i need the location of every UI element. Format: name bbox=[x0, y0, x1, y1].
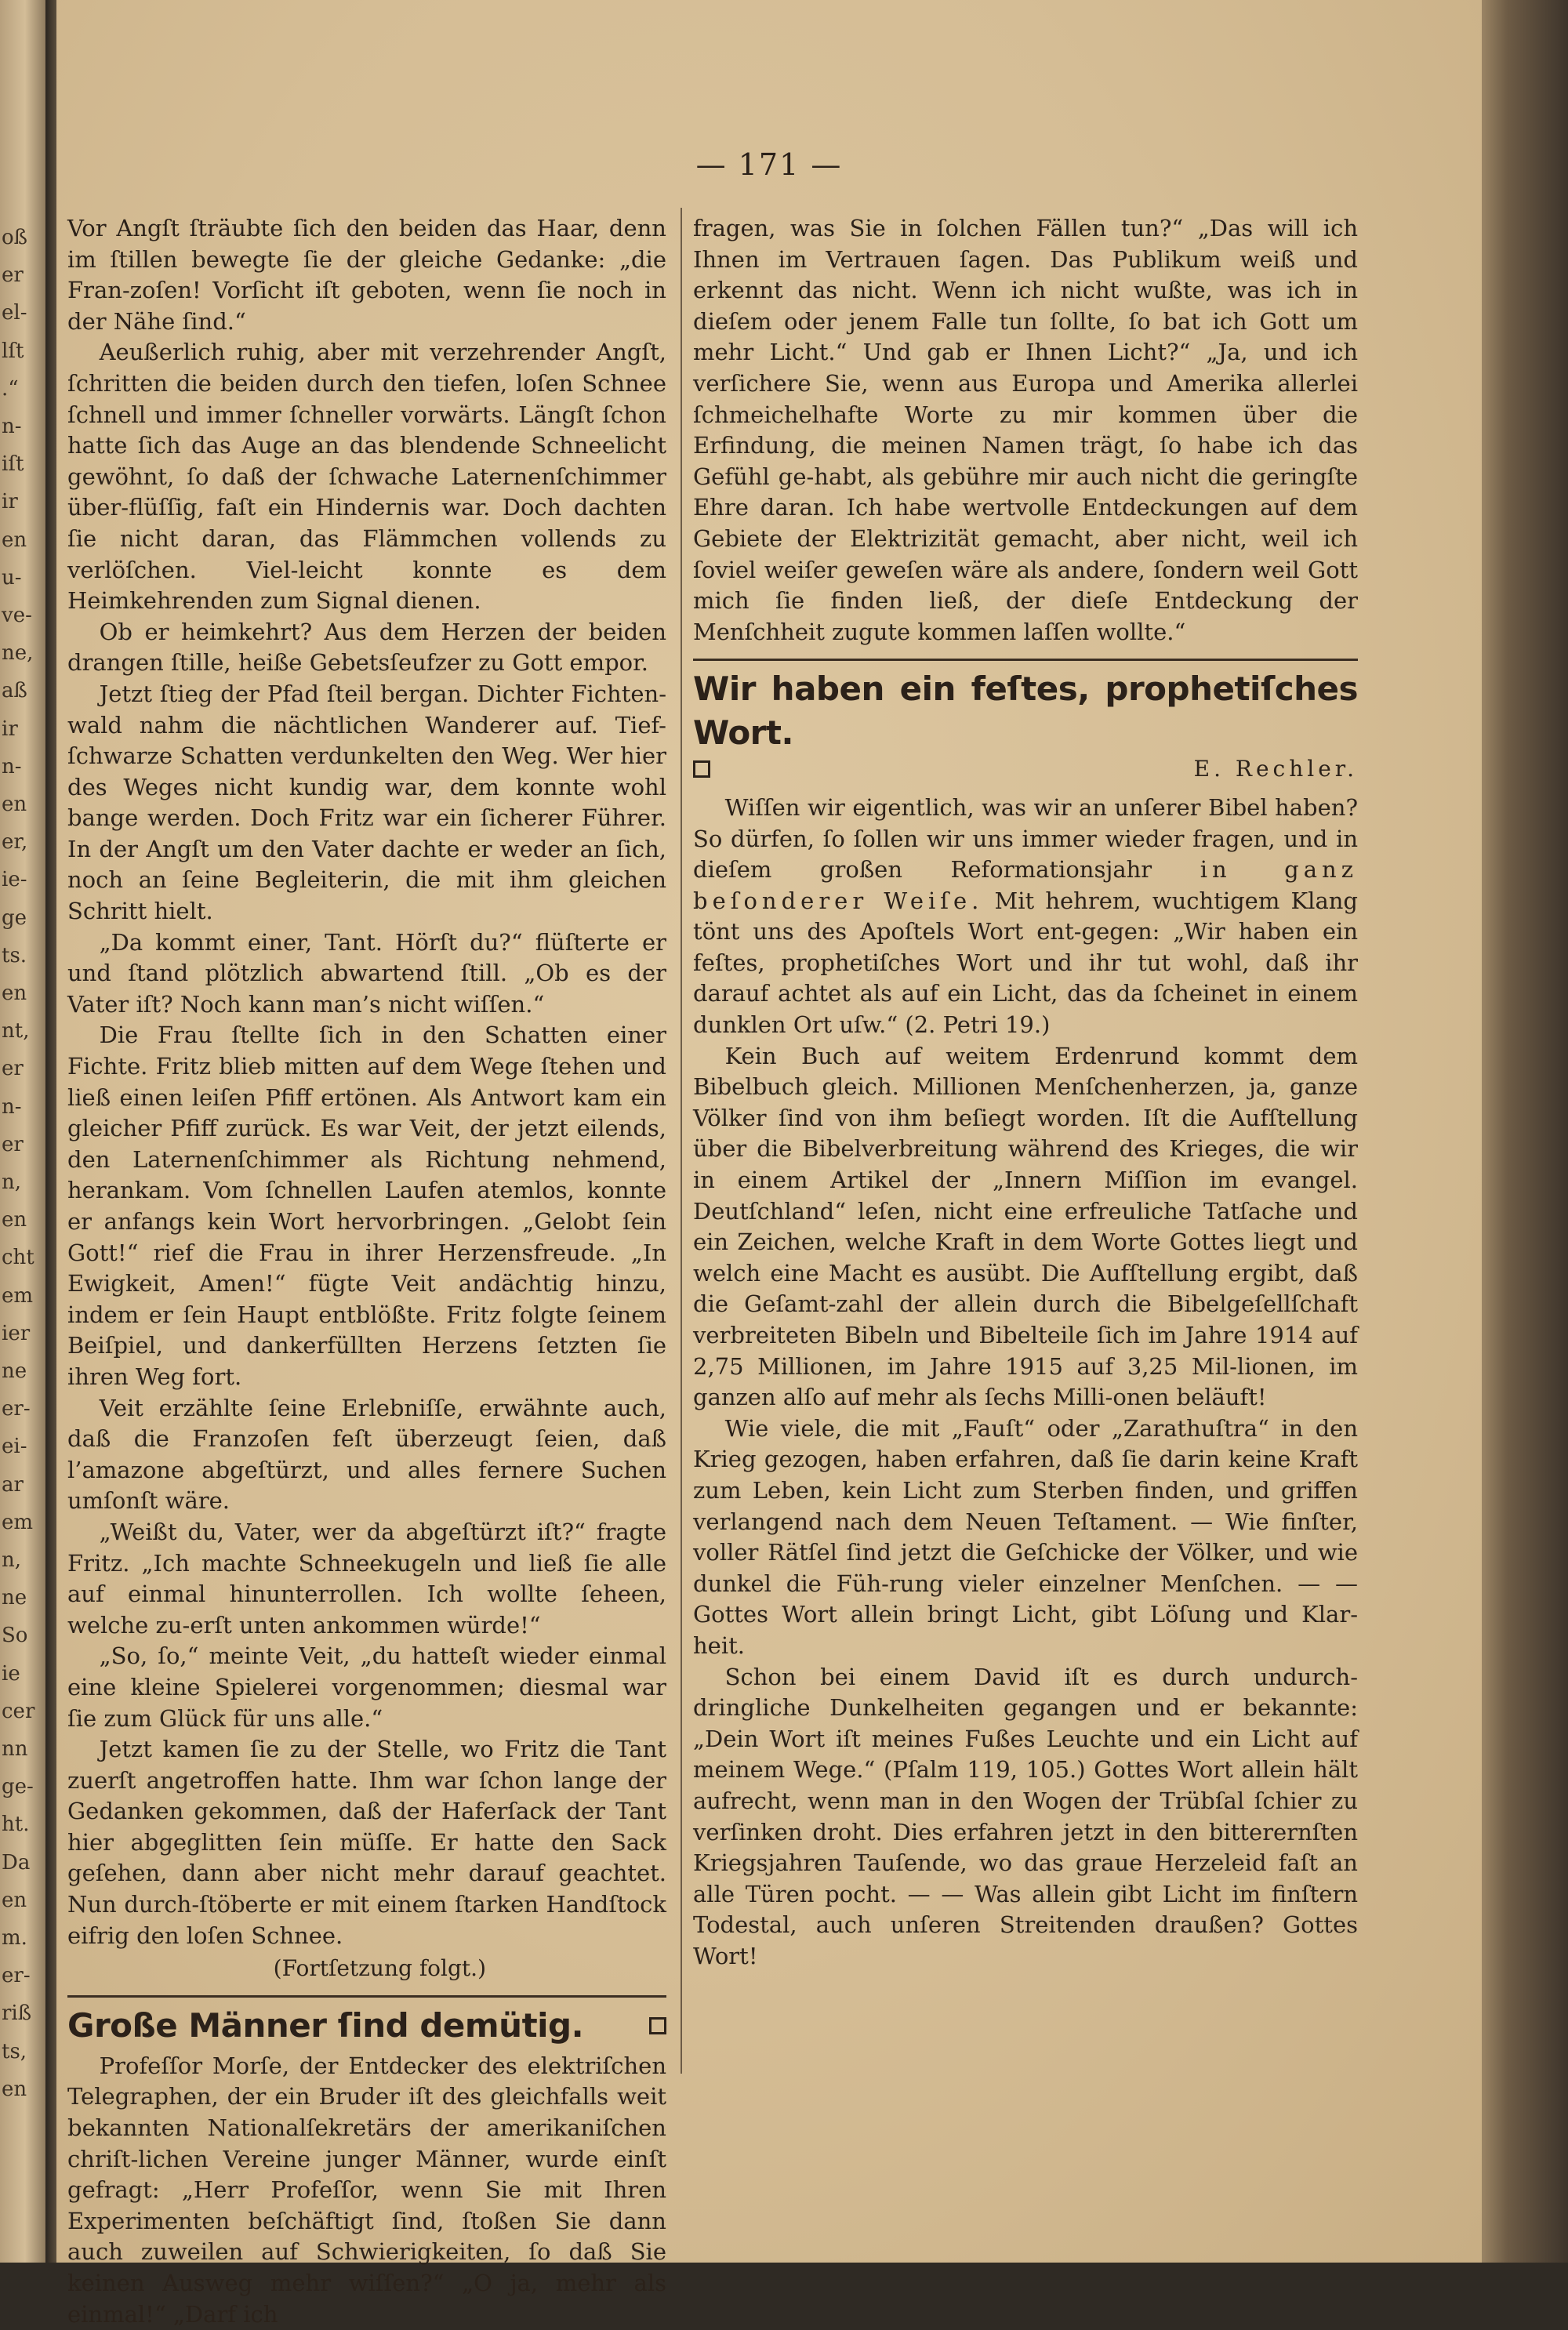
adjacent-page-fragment: ie bbox=[2, 1661, 20, 1686]
adjacent-page-fragment: ts, bbox=[2, 2039, 27, 2063]
paragraph: Jetzt ſtieg der Pfad ſteil bergan. Dichter Fichten-wald nahm die nächtlichen Wanderer auf. Tief-ſchwarze Schatten verdunkelten den Weg. Wer hier des Weges nicht kundig war, dem konnte wohl bange werden. Doch Fritz war ein ſicherer Führer. In der Angſt um den Vater dachte er weder an ſich, noch an ſeine Begleiterin, die mit ihm gleichen Schritt hielt. bbox=[67, 680, 666, 925]
text-run: Mit hehrem, wuchtigem Klang tönt uns des Apoſtels Wort ent-gegen: „Wir haben ein feſtes, prophetiſches Wort und ihr tut wohl, daß ihr darauf achtet als auf ein Licht, das da ſcheinet in einem dunklen Ort uſw.“ (2. Petri 19.) bbox=[693, 887, 1358, 1039]
book-cover-edge bbox=[1482, 0, 1568, 2263]
adjacent-page-fragment: ht. bbox=[2, 1813, 30, 1837]
adjacent-page-fragment: ts. bbox=[2, 943, 27, 967]
adjacent-page-fragment: n- bbox=[2, 415, 22, 438]
adjacent-page-fragment: ne bbox=[2, 1359, 27, 1383]
text-run: Wiſſen wir eigentlich, was wir an unſerer Bibel haben? So dürfen, ſo ſollen wir uns immer wieder fragen, und in dieſem großen Reformationsjahr bbox=[693, 793, 1358, 884]
adjacent-page-fragment: en bbox=[2, 982, 27, 1005]
adjacent-page-fragment: ge- bbox=[2, 1775, 34, 1799]
adjacent-page-fragment: n- bbox=[2, 754, 22, 778]
adjacent-page-fragment: n- bbox=[2, 1094, 22, 1119]
left-column bbox=[67, 213, 666, 2330]
article-title: Wir haben ein feſtes, prophetiſches Wort. bbox=[693, 670, 1358, 753]
adjacent-page-fragment: n, bbox=[2, 1170, 22, 1194]
adjacent-page-fragment: en bbox=[2, 1208, 27, 1232]
adjacent-page-fragment: er bbox=[2, 1132, 24, 1156]
square-ornament-icon bbox=[693, 760, 710, 778]
adjacent-page-fragment: en bbox=[2, 2077, 27, 2101]
paragraph: „Da kommt einer, Tant. Hörſt du?“ flüſterte er und ſtand plötzlich abwartend ſtill. „Ob es der Vater iſt? Noch kann man’s nicht wiſſen.“ bbox=[67, 928, 666, 1018]
article-rule bbox=[693, 659, 1358, 661]
adjacent-page-fragment: ie- bbox=[2, 868, 27, 892]
paragraph bbox=[693, 793, 1358, 1041]
adjacent-page-fragment: cer bbox=[2, 1699, 35, 1723]
paragraph: Wie viele, die mit „Fauſt“ oder „Zarathuſtra“ in den Krieg gezogen, haben erfahren, daß ſie darin keine Kraft zum Leben, kein Licht zum Sterben finden, und griffen verlangend nach dem Neuen Teſtament. — Wie finſter, voller Rätſel ſind jetzt die Geſchicke der Völker, und wie dunkel die Füh-rung vieler einzelner Menſchen. — — Gottes Wort allein bringt Licht, gibt Löſung und Klar-heit. bbox=[693, 1414, 1358, 1659]
paragraph: Die Frau ſtellte ſich in den Schatten einer Fichte. Fritz blieb mitten auf dem Wege ſtehen und ließ einen leiſen Pfiff ertönen. Als Antwort kam ein gleicher Pfiff zurück. Es war Veit, der jetzt eilends, den Laternenſchimmer als Richtung nehmend, herankam. Vom ſchnellen Laufen atemlos, konnte er anfangs kein Wort hervorbringen. „Gelobt ſein Gott!“ rief die Frau in ihrer Herzensfreude. „In Ewigkeit, Amen!“ fügte Veit andächtig hinzu, indem er ſein Haupt entblößte. Fritz folgte ſeinem Beiſpiel, und dankerfüllten Herzens ſetzten ſie ihren Weg fort. bbox=[67, 1022, 666, 1390]
paragraph: Jetzt kamen ſie zu der Stelle, wo Fritz die Tant zuerſt angetroffen hatte. Ihm war ſchon lange der Gedanken gekommen, daß der Haferſack der Tant hier abgeglitten ſein müſſe. Er hatte den Sack geſehen, dann aber nicht mehr darauf geachtet. Nun durch-ſtöberte er mit einem ſtarken Handſtock eifrig den loſen Schnee. bbox=[67, 1736, 666, 1949]
paragraph: Veit erzählte ſeine Erlebniſſe, erwähnte auch, daß die Franzoſen feſt überzeugt ſeien, daß l’amazone abgeſtürzt, und alles fernere Suchen umſonſt wäre. bbox=[67, 1394, 666, 1515]
adjacent-page-fragment: em bbox=[2, 1510, 34, 1534]
column-divider bbox=[681, 208, 682, 2074]
newspaper-page bbox=[56, 0, 1482, 2328]
author-name: E. Rechler. bbox=[1193, 756, 1358, 782]
paragraph: Schon bei einem David iſt es durch undurch-dringliche Dunkelheiten gegangen und er bekannte: „Dein Wort iſt meines Fußes Leuchte und ein Licht auf meinem Wege.“ (Pſalm 119, 105.) Gottes Wort allein hält aufrecht, wenn man in den Wogen der Trübſal ſchier zu verſinken droht. Dies erfahren jetzt in den bitterernſten Kriegsjahren Tauſende, wo das graue Herzeleid faſt an alle Türen pocht. — — Was allein gibt Licht im finſtern Todestal, auch unſeren Streitenden draußen? Gottes Wort! bbox=[693, 1663, 1358, 1969]
article-rule bbox=[67, 1995, 666, 1998]
adjacent-page-fragment: Da bbox=[2, 1850, 31, 1875]
adjacent-page-fragment: n, bbox=[2, 1548, 22, 1572]
adjacent-page-fragment: ar bbox=[2, 1472, 24, 1497]
page-number: — 171 — bbox=[695, 147, 843, 182]
adjacent-page-fragment: ge bbox=[2, 906, 27, 930]
adjacent-page-fragment: er- bbox=[2, 1397, 31, 1421]
paragraph: Vor Angſt ſträubte ſich den beiden das Haar, denn im ſtillen bewegte ſie der gleiche Gedanke: „die Fran-zoſen! Vorſicht iſt geboten, wenn ſie noch in der Nähe ſind.“ bbox=[67, 215, 666, 335]
adjacent-page-fragment: ir bbox=[2, 717, 18, 741]
adjacent-page-fragment: .“ bbox=[2, 376, 19, 401]
paragraph: „Weißt du, Vater, wer da abgeſtürzt iſt?“ fragte Fritz. „Ich machte Schneekugeln und ließ ſie alle auf einmal hinunterrollen. Ich wollte ſeheen, welche zu-erſt unten ankommen würde!“ bbox=[67, 1518, 666, 1639]
paragraph: Ob er heimkehrt? Aus dem Herzen der beiden drangen ſtille, heiße Gebetsſeufzer zu Gott empor. bbox=[67, 618, 666, 677]
emphasized-text: in ganz beſonderer Weiſe. bbox=[693, 856, 1358, 914]
paragraph: Profeſſor Morſe, der Entdecker des elektriſchen Telegraphen, der ein Bruder iſt des gleichfalls weit bekannten Nationalſekretärs der amerikaniſchen chriſt-lichen Vereine junger Männer, wurde einſt gefragt: „Herr Profeſſor, wenn Sie mit Ihren Experimenten beſchäftigt ſind, ſtoßen Sie dann auch zuweilen auf Schwierigkeiten, ſo daß Sie keinen Ausweg mehr wiſſen?“ „O ja, mehr als einmal!“ „Darf ich bbox=[67, 2052, 666, 2328]
adjacent-page-fragment: iſt bbox=[2, 452, 24, 477]
byline bbox=[693, 753, 1358, 785]
article-heading bbox=[67, 2004, 666, 2048]
adjacent-page-fragment: ir bbox=[2, 490, 18, 514]
adjacent-page-fragment: riß bbox=[2, 2002, 32, 2026]
adjacent-page-fragment: So bbox=[2, 1624, 28, 1648]
adjacent-page-fragment: er- bbox=[2, 1964, 31, 1988]
paragraph: Kein Buch auf weitem Erdenrund kommt dem Bibelbuch gleich. Millionen Menſchenherzen, ja, ganze Völker ſind von ihm beſiegt worden. Iſt die Aufſtellung über die Bibelverbreitung während des Krieges, die wir in einem Artikel der „Innern Miſſion im evangel. Deutſchland“ leſen, nicht eine erfreuliche Tatſache und ein Zeichen, welche Kraft in dem Worte Gottes liegt und welch eine Macht es ausübt. Die Aufſtellung ergibt, daß die Geſamt-zahl der allein durch die Bibelgeſellſchaft verbreiteten Bibeln und Bibelteile ſich im Jahre 1914 auf 2,75 Millionen, im Jahre 1915 auf 3,25 Mil-lionen, im ganzen alſo auf mehr als ſechs Milli-onen beläuft! bbox=[693, 1042, 1358, 1411]
adjacent-page-fragment: aß bbox=[2, 679, 27, 703]
right-column bbox=[693, 213, 1358, 1972]
square-ornament-icon bbox=[649, 2017, 666, 2034]
adjacent-page-fragment: er, bbox=[2, 830, 28, 855]
adjacent-page-fragment: lſt bbox=[2, 339, 24, 363]
adjacent-page-fragment: u- bbox=[2, 565, 22, 590]
adjacent-page-fragment: cht bbox=[2, 1246, 34, 1270]
adjacent-page-fragment: oß bbox=[2, 226, 28, 249]
paragraph: Aeußerlich ruhig, aber mit verzehrender Angſt, ſchritten die beiden durch den tiefen, loſen Schnee ſchnell und immer ſchneller vorwärts. Längſt ſchon hatte ſich das Auge an das blendende Schneelicht gewöhnt, ſo daß der ſchwache Laternenſchimmer über-flüſſig, faſt ein Hindernis war. Doch dachten ſie nicht daran, das Flämmchen vollends zu verlöſchen. Viel-leicht konnte es dem Heimkehrenden zum Signal dienen. bbox=[67, 339, 666, 615]
adjacent-page-fragment: er bbox=[2, 263, 24, 288]
adjacent-page-fragment: ne bbox=[2, 1586, 27, 1610]
adjacent-page-fragment: nn bbox=[2, 1737, 28, 1761]
adjacent-page-fragment: ve- bbox=[2, 604, 32, 627]
adjacent-page-fragment: em bbox=[2, 1283, 34, 1308]
adjacent-page-fragment: nt, bbox=[2, 1019, 30, 1043]
adjacent-page-fragment: en bbox=[2, 793, 27, 816]
adjacent-page-edge bbox=[0, 0, 45, 2263]
paragraph: „So, ſo,“ meinte Veit, „du hatteſt wieder einmal eine kleine Spielerei vorgenommen; diesmal war ſie zum Glück für uns alle.“ bbox=[67, 1642, 666, 1732]
continuation-note: (Fortſetzung folgt.) bbox=[273, 1955, 486, 1982]
adjacent-page-fragment: ne, bbox=[2, 641, 34, 666]
article-heading bbox=[693, 667, 1358, 755]
paragraph: fragen, was Sie in ſolchen Fällen tun?“ „Das will ich Ihnen im Vertrauen ſagen. Das Publikum weiß und erkennt das nicht. Wenn ich nicht wußte, was ich in dieſem oder jenem Falle tun ſollte, ſo bat ich Gott um mehr Licht.“ Und gab er Ihnen Licht?“ „Ja, und ich verſichere Sie, wenn aus Europa und Amerika allerlei ſchmeichelhafte Worte zu mir kommen über die Erfindung, die meinen Namen trägt, ſo habe ich das Gefühl ge-habt, als gebühre mir auch nicht die geringſte Ehre daran. Ich habe wertvolle Entdeckungen auf dem Gebiete der Elektrizität gemacht, aber nicht, weil ich ſoviel weiſer geweſen wäre als andere, ſondern weil Gott mich ſie finden ließ, der dieſe Entdeckung der Menſchheit zugute kommen laſſen wollte.“ bbox=[693, 215, 1358, 645]
adjacent-page-fragment: er bbox=[2, 1057, 24, 1081]
adjacent-page-fragment: ier bbox=[2, 1321, 31, 1345]
adjacent-page-fragment: ei- bbox=[2, 1435, 27, 1459]
adjacent-page-fragment: m. bbox=[2, 1926, 27, 1950]
adjacent-page-fragment: en bbox=[2, 1888, 27, 1912]
article-title: Große Männer ſind demütig. bbox=[67, 2005, 584, 2045]
adjacent-page-fragment: el- bbox=[2, 301, 27, 325]
book-gutter bbox=[45, 0, 56, 2263]
adjacent-page-fragment: en bbox=[2, 528, 27, 552]
